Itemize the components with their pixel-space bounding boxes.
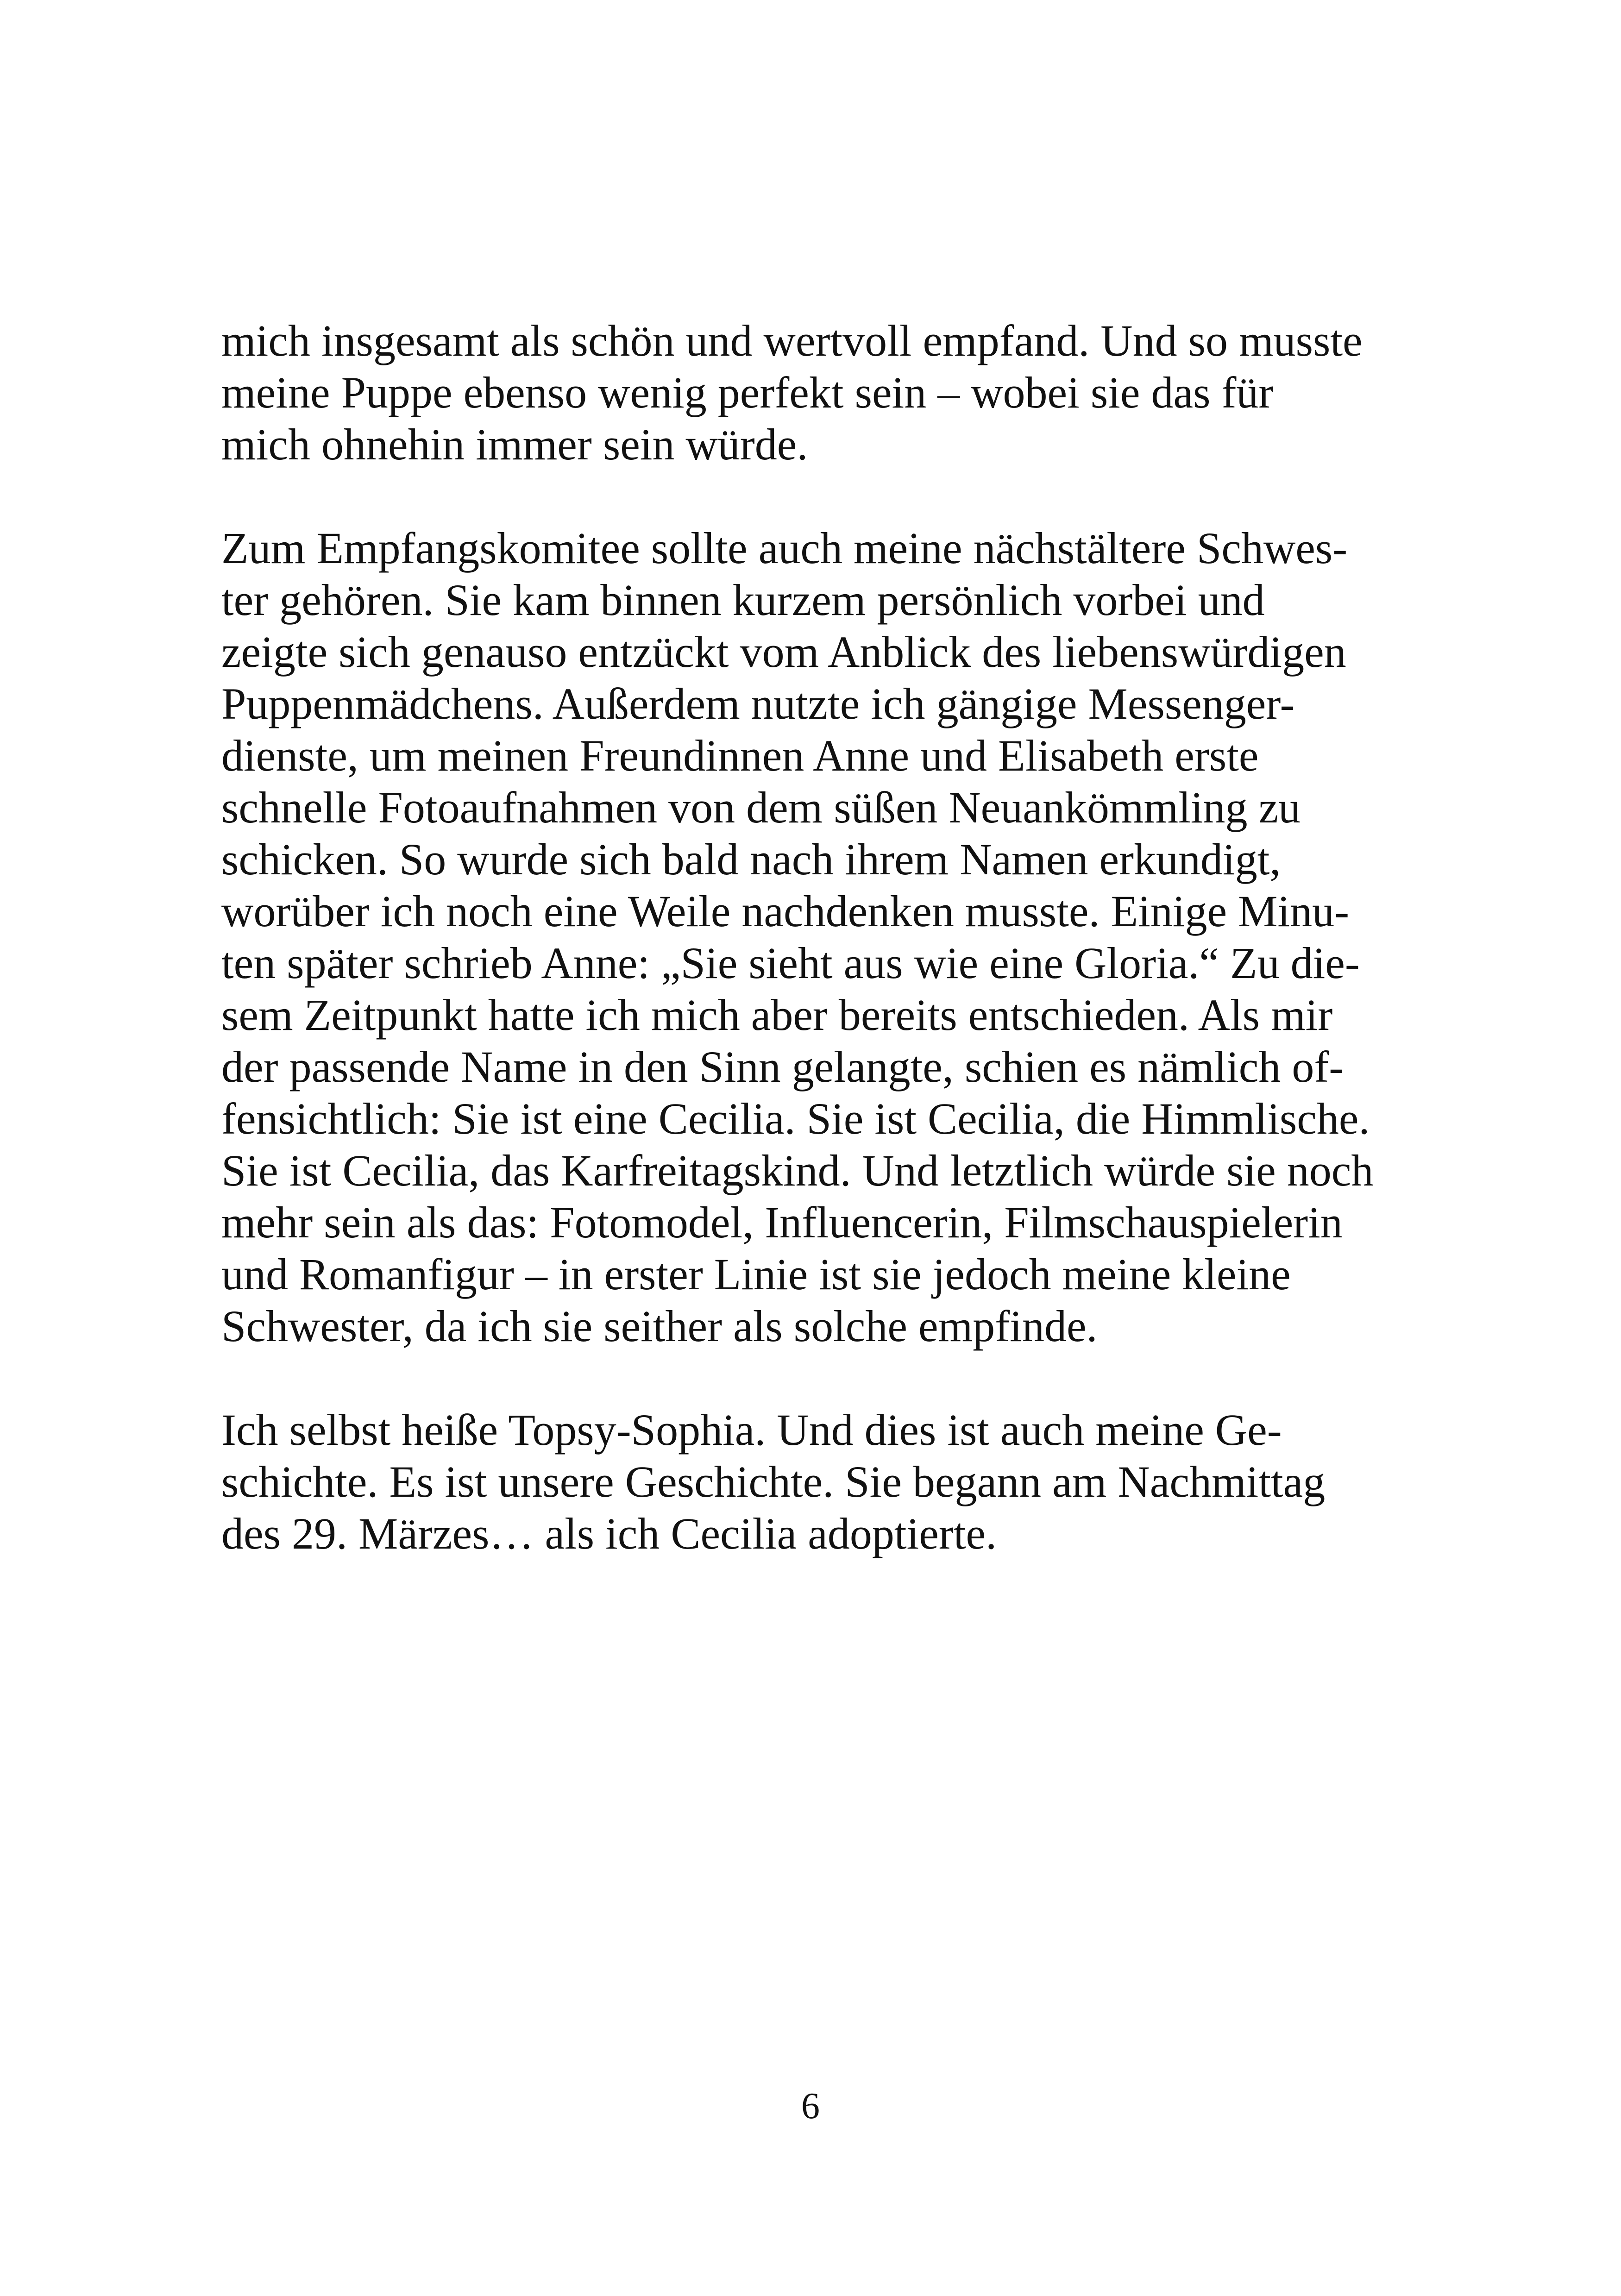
text-line: schicken. So wurde sich bald nach ihrem Namen erkundigt, bbox=[221, 834, 1281, 884]
text-line: schichte. Es ist unsere Geschichte. Sie begann am Nachmittag bbox=[221, 1457, 1326, 1506]
text-line: Ich selbst heiße Topsy-Sophia. Und dies ist auch meine Ge- bbox=[221, 1405, 1282, 1455]
body-text bbox=[221, 315, 1426, 1612]
text-line: der passende Name in den Sinn gelangte, schien es nämlich of- bbox=[221, 1042, 1344, 1092]
text-line: ter gehören. Sie kam binnen kurzem persönlich vorbei und bbox=[221, 575, 1265, 625]
paragraph-1 bbox=[221, 315, 1426, 470]
text-line: des 29. Märzes… als ich Cecilia adoptierte. bbox=[221, 1509, 997, 1558]
text-line: zeigte sich genauso entzückt vom Anblick des liebenswürdigen bbox=[221, 627, 1346, 677]
text-line: Puppenmädchens. Außerdem nutzte ich gängige Messenger- bbox=[221, 679, 1295, 728]
page-number: 6 bbox=[801, 2086, 820, 2127]
text-line: mehr sein als das: Fotomodel, Influencerin, Filmschauspielerin bbox=[221, 1198, 1343, 1247]
text-line: und Romanfigur – in erster Linie ist sie jedoch meine kleine bbox=[221, 1249, 1291, 1299]
paragraph-2 bbox=[221, 522, 1426, 1352]
text-line: fensichtlich: Sie ist eine Cecilia. Sie ist Cecilia, die Himmlische. bbox=[221, 1094, 1370, 1143]
text-line: Sie ist Cecilia, das Karfreitagskind. Und letztlich würde sie noch bbox=[221, 1146, 1374, 1195]
text-line: schnelle Fotoaufnahmen von dem süßen Neuankömmling zu bbox=[221, 783, 1301, 832]
text-line: sem Zeitpunkt hatte ich mich aber bereits entschieden. Als mir bbox=[221, 990, 1333, 1040]
text-line: dienste, um meinen Freundinnen Anne und Elisabeth erste bbox=[221, 731, 1259, 780]
text-line: Zum Empfangskomitee sollte auch meine nächstältere Schwes- bbox=[221, 523, 1348, 573]
text-line: worüber ich noch eine Weile nachdenken musste. Einige Minu- bbox=[221, 886, 1350, 936]
text-line: ten später schrieb Anne: „Sie sieht aus wie eine Gloria.“ Zu die- bbox=[221, 938, 1360, 988]
text-line: meine Puppe ebenso wenig perfekt sein – wobei sie das für bbox=[221, 368, 1274, 417]
paragraph-3 bbox=[221, 1404, 1426, 1560]
text-line: Schwester, da ich sie seither als solche empfinde. bbox=[221, 1301, 1098, 1351]
text-line: mich insgesamt als schön und wertvoll empfand. Und so musste bbox=[221, 316, 1363, 365]
text-line: mich ohnehin immer sein würde. bbox=[221, 420, 808, 469]
